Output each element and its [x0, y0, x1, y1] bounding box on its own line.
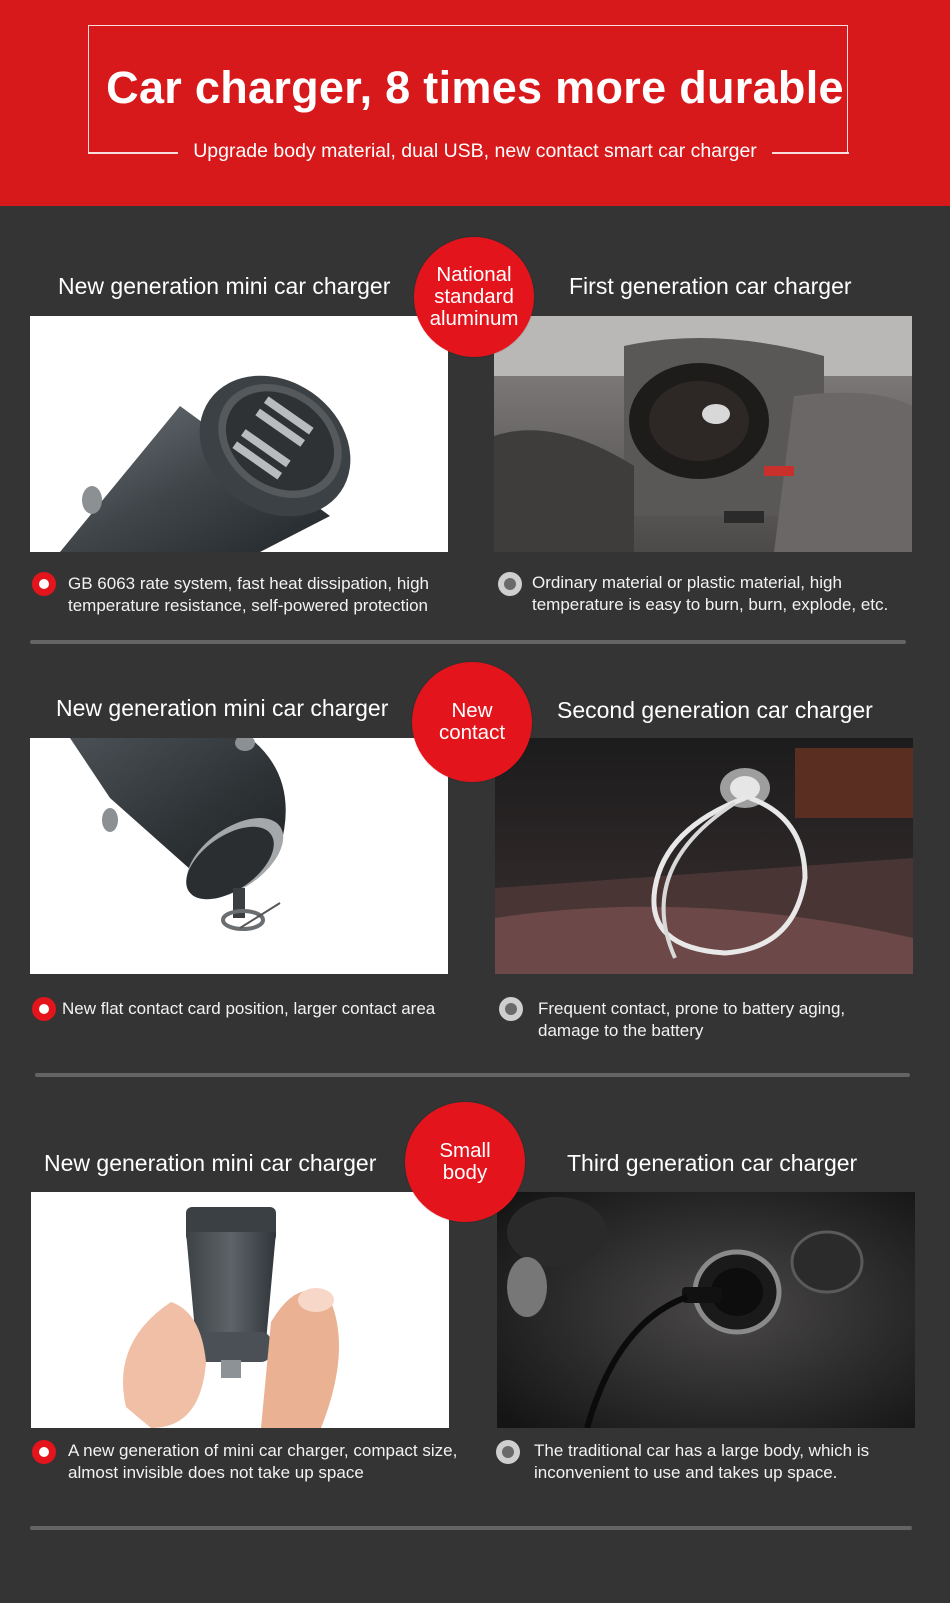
- section-1-left-desc: GB 6063 rate system, fast heat dissipation, high temperature resistance, self-powered protection: [68, 574, 429, 615]
- section-3-left-bullet: [32, 1440, 56, 1464]
- section-2-left-bullet: [32, 997, 56, 1021]
- section-3-right-desc: The traditional car has a large body, which is inconvenient to use and takes up space.: [534, 1441, 870, 1482]
- section-2-right-desc: Frequent contact, prone to battery aging, damage to the battery: [538, 999, 846, 1040]
- charger-in-hand-icon: [31, 1192, 449, 1428]
- section-2-left-desc: New flat contact card position, larger contact area: [62, 999, 436, 1018]
- section-3-badge-text: Small body: [439, 1139, 491, 1184]
- charger-side-icon: [30, 738, 448, 974]
- section-2-divider: [35, 1073, 910, 1077]
- section-1-right-image: [494, 316, 912, 552]
- section-1-right-desc: Ordinary material or plastic material, high temperature is easy to burn, burn, explode, etc.: [532, 573, 889, 614]
- section-1-badge-text: National standard aluminum: [429, 263, 519, 330]
- page-subtitle: Upgrade body material, dual USB, new contact smart car charger: [193, 140, 757, 162]
- page-title: Car charger, 8 times more durable: [106, 62, 844, 113]
- section-3-divider: [30, 1526, 912, 1530]
- section-2-right-label: Second generation car charger: [557, 697, 873, 723]
- section-3-right-image: [497, 1192, 915, 1428]
- section-1-right-label: First generation car charger: [569, 273, 852, 299]
- section-1-left-label: New generation mini car charger: [58, 273, 391, 299]
- charger-tilted-icon: [30, 316, 448, 552]
- section-3-left-label: New generation mini car charger: [44, 1150, 377, 1176]
- section-1-right-bullet: [498, 572, 522, 596]
- section-2-badge: [412, 662, 532, 782]
- section-2-left-image: [30, 738, 448, 974]
- section-3-left-image: [31, 1192, 449, 1428]
- section-3-right-label: Third generation car charger: [567, 1150, 858, 1176]
- section-2-right-image: [495, 738, 913, 974]
- car-socket-cable-icon: [497, 1192, 915, 1428]
- section-3-right-bullet: [496, 1440, 520, 1464]
- header-banner: [0, 0, 950, 206]
- section-3-badge: [405, 1102, 525, 1222]
- section-2-left-label: New generation mini car charger: [56, 695, 389, 721]
- section-1-divider: [30, 640, 906, 644]
- section-2-badge-text: New contact: [438, 699, 506, 744]
- section-1-badge: [414, 237, 534, 357]
- section-2-right-bullet: [499, 997, 523, 1021]
- section-3-left-desc: A new generation of mini car charger, compact size, almost invisible does not take up space: [68, 1441, 458, 1482]
- section-1-left-image: [30, 316, 448, 552]
- burnt-car-seat-icon: [494, 316, 912, 552]
- car-console-cable-icon: [495, 738, 913, 974]
- section-1-left-bullet: [32, 572, 56, 596]
